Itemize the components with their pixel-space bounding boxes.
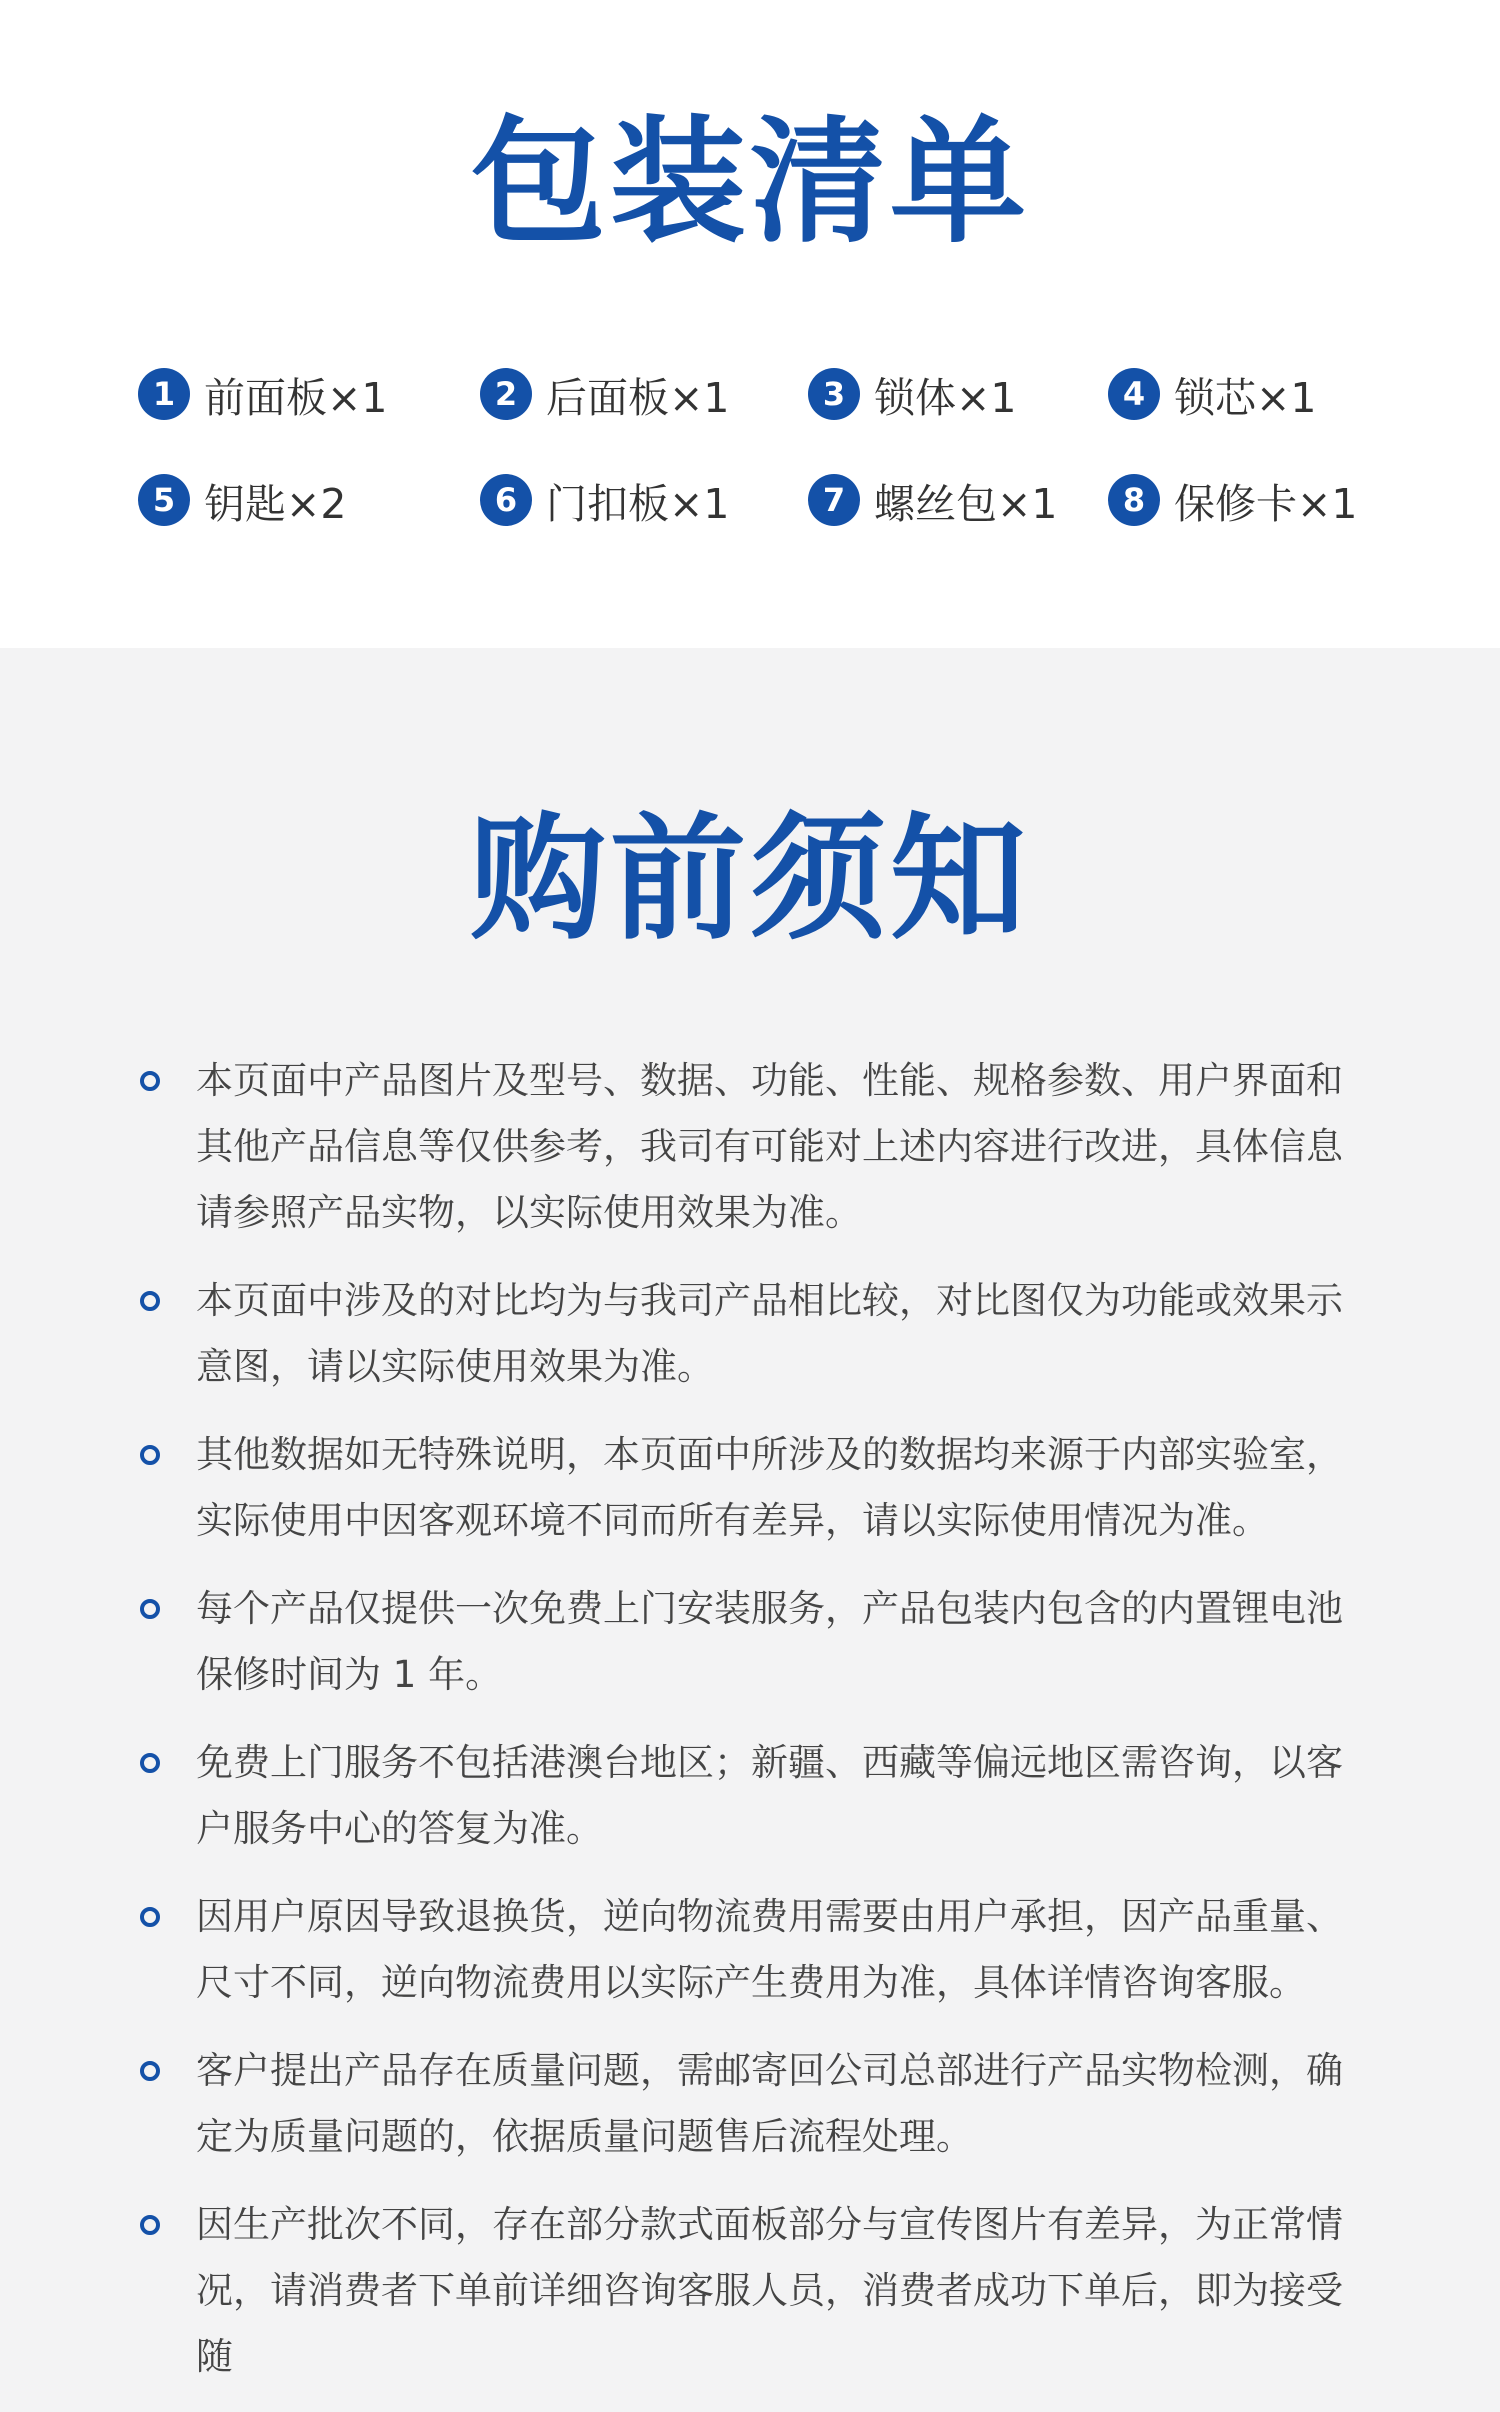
item-number-badge: 7: [808, 474, 860, 526]
item-label: 钥匙×2: [204, 479, 347, 528]
item-label: 门扣板×1: [546, 479, 730, 528]
item-number-badge: 8: [1108, 474, 1160, 526]
item-label: 后面板×1: [546, 373, 730, 422]
notice-text: 因生产批次不同，存在部分款式面板部分与宣传图片有差异，为正常情况，请消费者下单前详细咨询客服人员，消费者成功下单后，即为接受随: [196, 2203, 1343, 2378]
bullet-circle-icon: [140, 1599, 160, 1619]
notice-text: 本页面中产品图片及型号、数据、功能、性能、规格参数、用户界面和其他产品信息等仅供参考，我司有可能对上述内容进行改进，具体信息请参照产品实物，以实际使用效果为准。: [196, 1059, 1343, 1234]
item-label: 前面板×1: [204, 373, 388, 422]
notice-text: 免费上门服务不包括港澳台地区；新疆、西藏等偏远地区需咨询，以客户服务中心的答复为准。: [196, 1741, 1343, 1850]
packing-item: [808, 472, 1057, 528]
packing-item: [1108, 366, 1316, 422]
item-number-badge: 6: [480, 474, 532, 526]
packing-list-title: 包装清单: [470, 104, 1030, 262]
notice-item: [140, 1422, 1360, 1554]
notice-list: [140, 1048, 1360, 2412]
notice-item: [140, 2192, 1360, 2390]
notice-item: [140, 1730, 1360, 1862]
item-number-badge: 3: [808, 368, 860, 420]
notice-text: 其他数据如无特殊说明，本页面中所涉及的数据均来源于内部实验室，实际使用中因客观环境不同而所有差异，请以实际使用情况为准。: [196, 1433, 1343, 1542]
item-number-badge: 1: [138, 368, 190, 420]
packing-item: [138, 472, 346, 528]
bullet-circle-icon: [140, 1907, 160, 1927]
packing-item: [480, 472, 729, 528]
notice-text: 每个产品仅提供一次免费上门安装服务，产品包装内包含的内置锂电池保修时间为 1 年。: [196, 1587, 1343, 1696]
packing-item: [1108, 472, 1357, 528]
bullet-circle-icon: [140, 2061, 160, 2081]
item-number-badge: 4: [1108, 368, 1160, 420]
bullet-circle-icon: [140, 1291, 160, 1311]
notice-item: [140, 1884, 1360, 2016]
item-label: 保修卡×1: [1174, 479, 1358, 528]
bullet-circle-icon: [140, 1071, 160, 1091]
item-label: 锁芯×1: [1174, 373, 1317, 422]
item-label: 螺丝包×1: [874, 479, 1058, 528]
item-label: 锁体×1: [874, 373, 1017, 422]
bullet-circle-icon: [140, 1445, 160, 1465]
notice-text: 客户提出产品存在质量问题，需邮寄回公司总部进行产品实物检测，确定为质量问题的，依据质量问题售后流程处理。: [196, 2049, 1343, 2158]
bullet-circle-icon: [140, 2215, 160, 2235]
packing-item: [480, 366, 729, 422]
notice-item: [140, 1268, 1360, 1400]
notice-text: 因用户原因导致退换货，逆向物流费用需要由用户承担，因产品重量、尺寸不同，逆向物流费用以实际产生费用为准，具体详情咨询客服。: [196, 1895, 1343, 2004]
notice-item: [140, 2038, 1360, 2170]
item-number-badge: 2: [480, 368, 532, 420]
purchase-notice-title: 购前须知: [470, 801, 1030, 959]
packing-item: [138, 366, 387, 422]
packing-list-section: [0, 0, 1500, 648]
item-number-badge: 5: [138, 474, 190, 526]
notice-item: [140, 1576, 1360, 1708]
notice-text: 本页面中涉及的对比均为与我司产品相比较，对比图仅为功能或效果示意图，请以实际使用效果为准。: [196, 1279, 1343, 1388]
packing-item: [808, 366, 1016, 422]
notice-item: [140, 1048, 1360, 1246]
bullet-circle-icon: [140, 1753, 160, 1773]
